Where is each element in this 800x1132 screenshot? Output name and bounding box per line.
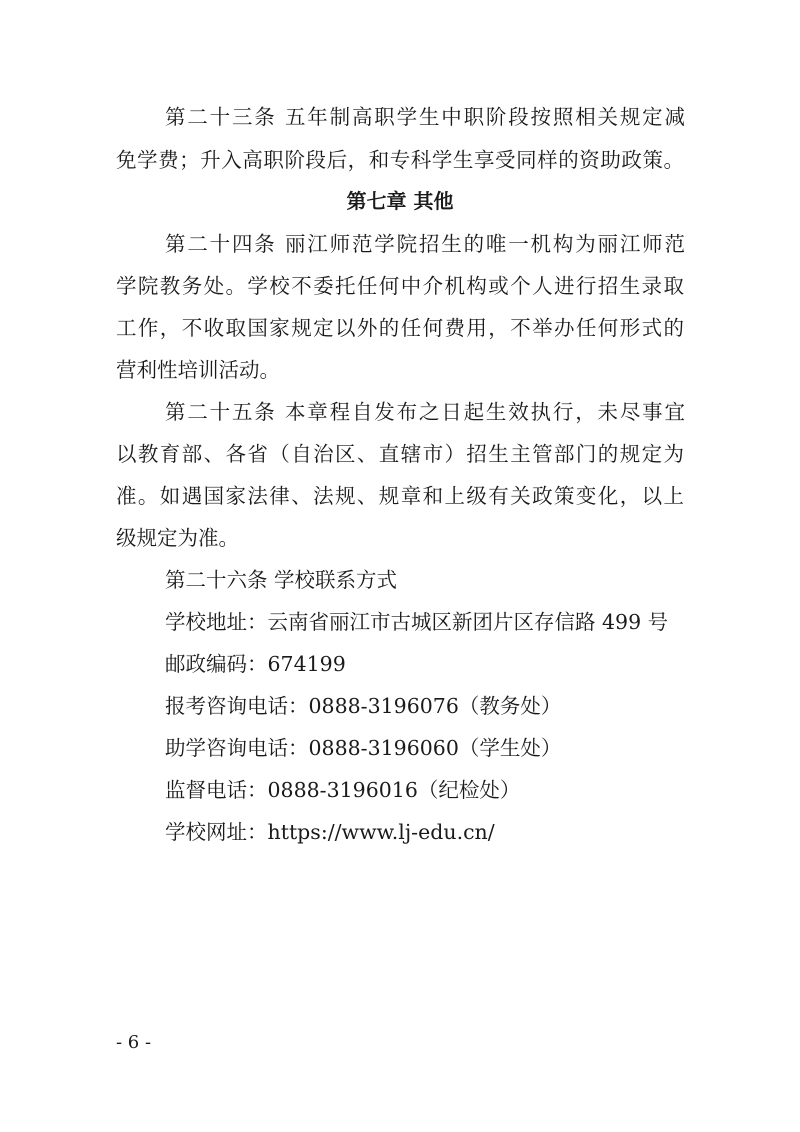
- admission-phone: 报考咨询电话：0888-3196076（教务处）: [165, 694, 562, 718]
- article-24-line-1: 第二十四条 丽江师范学院招生的唯一机构为丽江师范: [165, 232, 685, 256]
- article-24-line-3: 工作，不收取国家规定以外的任何费用，不举办任何形式的: [116, 316, 684, 340]
- article-26-title: 第二十六条 学校联系方式: [165, 568, 398, 592]
- chapter-7-heading: 第七章 其他: [346, 189, 454, 213]
- page-number: - 6 -: [116, 1032, 152, 1053]
- school-address: 学校地址：云南省丽江市古城区新团片区存信路 499 号: [165, 610, 669, 634]
- school-website: 学校网址：https://www.lj-edu.cn/: [165, 820, 495, 844]
- article-24-line-2: 学院教务处。学校不委托任何中介机构或个人进行招生录取: [116, 274, 684, 298]
- postcode: 邮政编码：674199: [165, 652, 346, 676]
- supervision-phone: 监督电话：0888-3196016（纪检处）: [165, 778, 521, 802]
- article-24-line-4: 营利性培训活动。: [116, 358, 280, 382]
- article-23-line-2: 免学费；升入高职阶段后，和专科学生享受同样的资助政策。: [116, 148, 684, 172]
- article-25-line-2: 以教育部、各省（自治区、直辖市）招生主管部门的规定为: [116, 442, 684, 466]
- article-25-line-4: 级规定为准。: [116, 526, 239, 550]
- article-25-line-1: 第二十五条 本章程自发布之日起生效执行，未尽事宜: [165, 400, 685, 424]
- article-23-line-1: 第二十三条 五年制高职学生中职阶段按照相关规定减: [165, 105, 685, 129]
- aid-phone: 助学咨询电话：0888-3196060（学生处）: [165, 736, 562, 760]
- article-25-line-3: 准。如遇国家法律、法规、规章和上级有关政策变化，以上: [116, 484, 684, 508]
